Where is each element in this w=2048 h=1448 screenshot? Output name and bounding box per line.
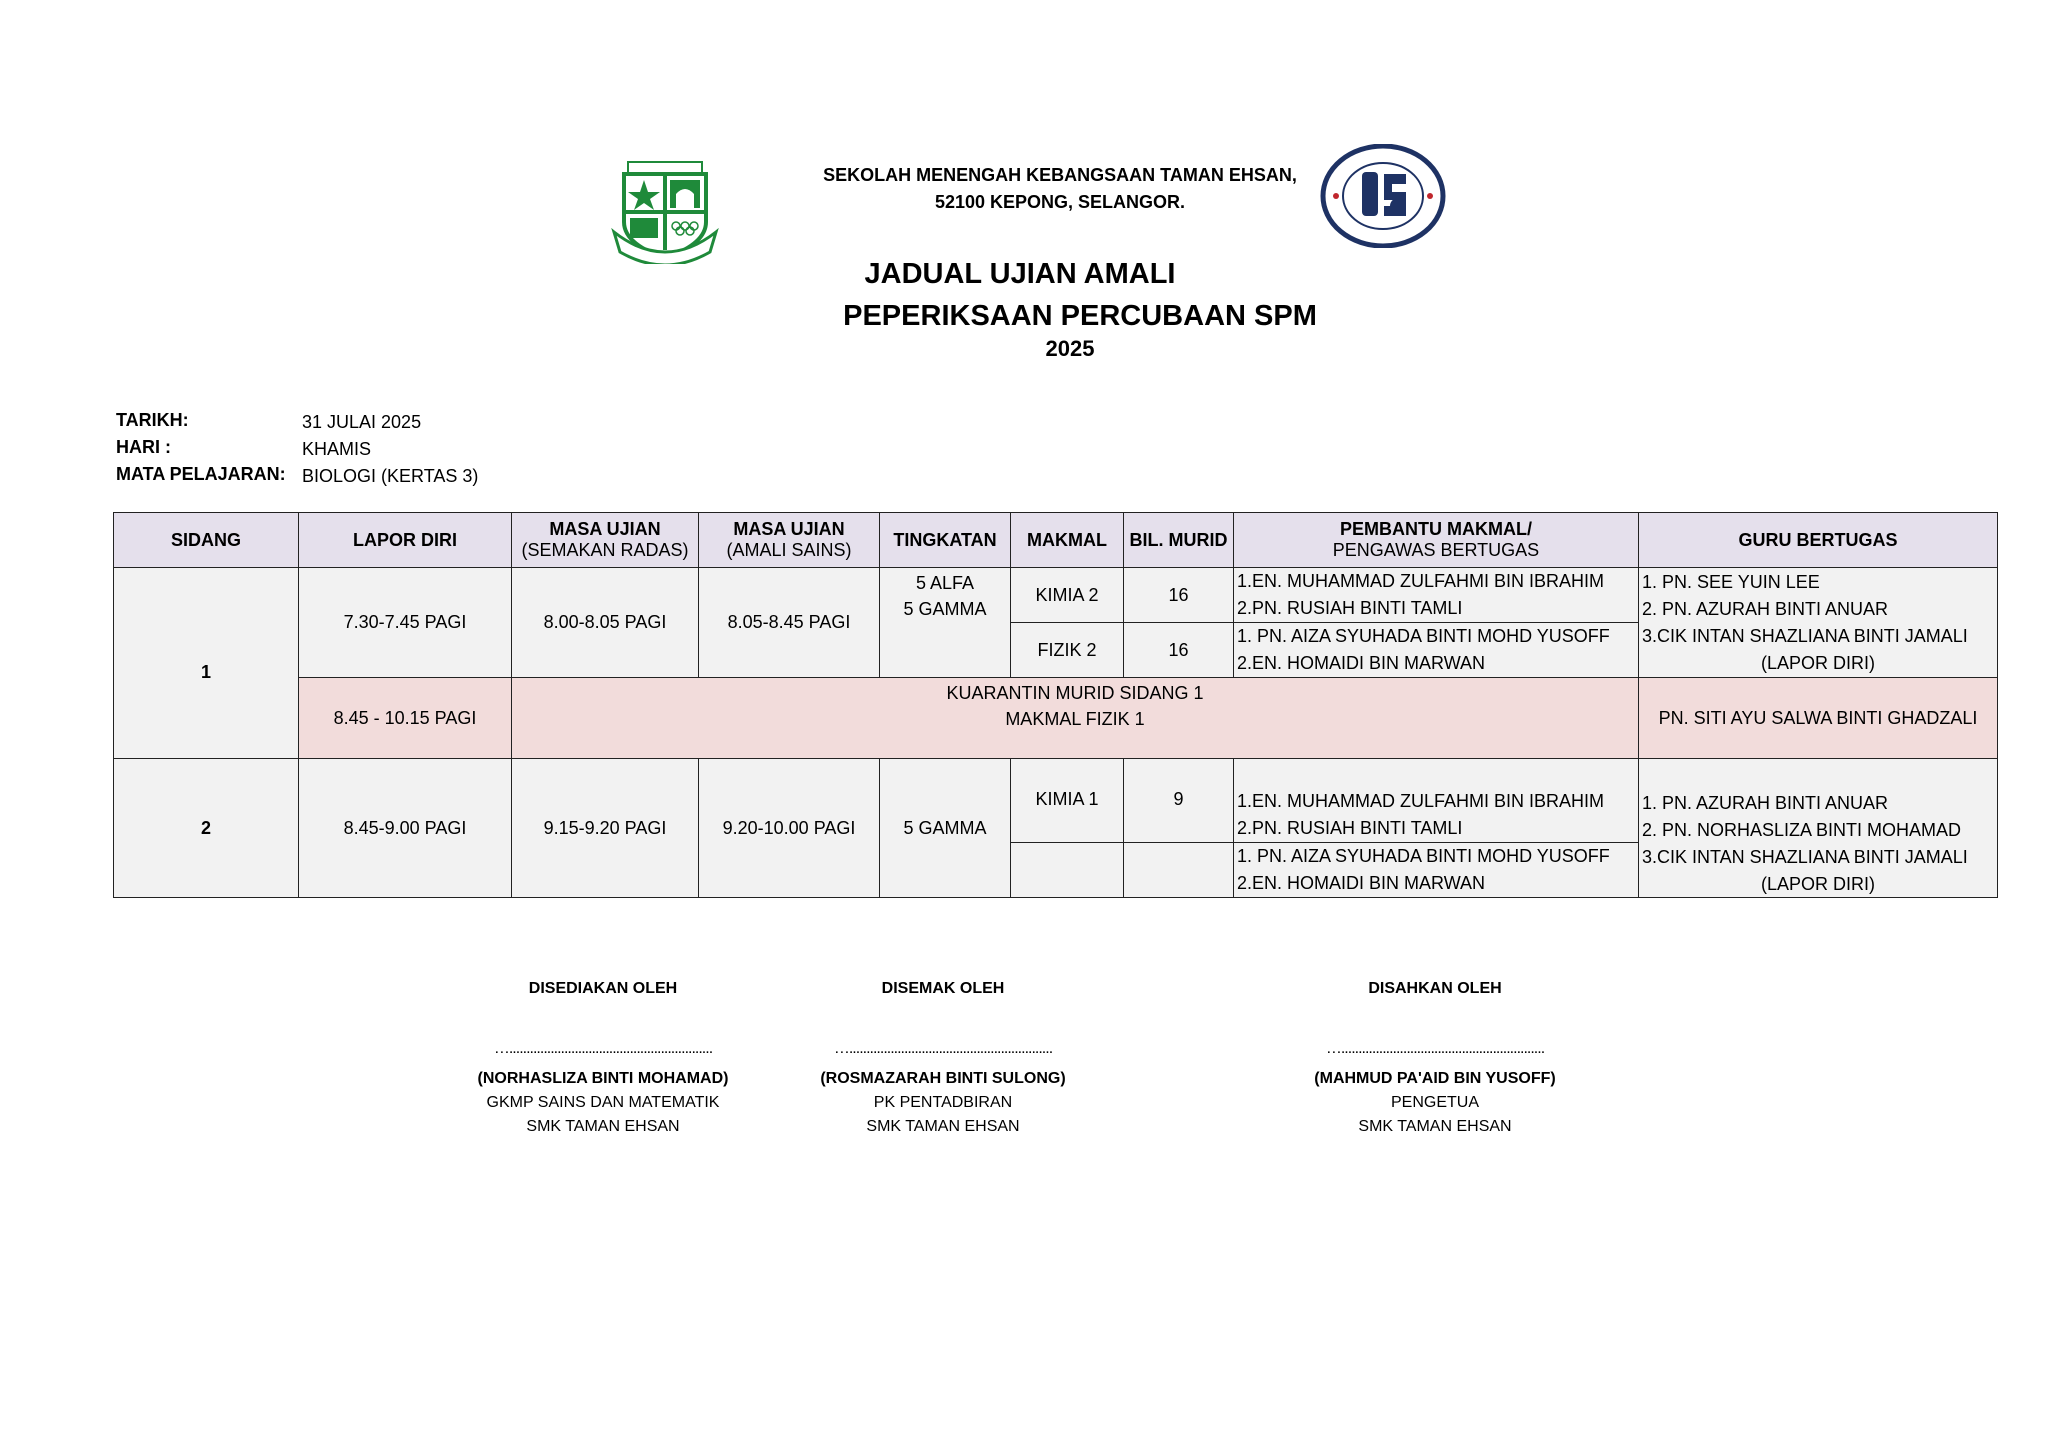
s1-guru-cell: 1. PN. SEE YUIN LEE 2. PN. AZURAH BINTI ANUAR 3.CIK INTAN SHAZLIANA BINTI JAMALI (LAPOR DIRI) — [1639, 568, 1998, 678]
header-sidang: SIDANG — [114, 513, 299, 568]
subject-label: MATA PELAJARAN: — [116, 464, 286, 484]
document-title: JADUAL UJIAN AMALI — [864, 258, 1176, 290]
signature-dotted-line: …........................................................... — [1325, 1040, 1545, 1057]
day-value: KHAMIS — [302, 439, 372, 459]
document-year: 2025 — [1045, 336, 1095, 361]
s2-masa-amali-cell: 9.20-10.00 PAGI — [699, 759, 880, 898]
header-tingkatan: TINGKATAN — [880, 513, 1011, 568]
signature-checked — [783, 980, 1103, 1136]
s1-masa-amali-cell: 8.05-8.45 PAGI — [699, 568, 880, 678]
s2-masa-semakan-cell: 9.15-9.20 PAGI — [512, 759, 699, 898]
signature-heading: DISAHKAN OLEH — [1368, 980, 1502, 997]
signature-position: GKMP SAINS DAN MATEMATIK — [486, 1094, 720, 1111]
header-makmal: MAKMAL — [1011, 513, 1124, 568]
schedule-table — [113, 512, 1998, 898]
table-row — [114, 568, 1998, 623]
table-header-row — [114, 513, 1998, 568]
sidang-1-cell: 1 — [114, 568, 299, 759]
date-value: 31 JULAI 2025 — [302, 412, 422, 432]
signature-position: PENGETUA — [1390, 1094, 1479, 1111]
s2-bil-kimia1: 9 — [1124, 759, 1234, 843]
signature-position: PK PENTADBIRAN — [873, 1094, 1013, 1111]
school-name — [780, 162, 1340, 216]
quarantine-time: 8.45 - 10.15 PAGI — [299, 678, 512, 759]
s1-masa-semakan-cell: 8.00-8.05 PAGI — [512, 568, 699, 678]
signature-school: SMK TAMAN EHSAN — [1358, 1118, 1512, 1135]
school-crest-logo — [610, 160, 720, 264]
date-label: TARIKH: — [116, 410, 189, 430]
signature-heading: DISEMAK OLEH — [881, 980, 1005, 997]
signature-dotted-line: …........................................................... — [833, 1040, 1053, 1057]
s1-tingkatan-cell: 5 ALFA 5 GAMMA — [880, 568, 1011, 678]
s2-guru-cell: 1. PN. AZURAH BINTI ANUAR 2. PN. NORHASLIZA BINTI MOHAMAD 3.CIK INTAN SHAZLIANA BINTI JAMALI (LAPOR DIRI) — [1639, 759, 1998, 898]
s2-pembantu-a: 1.EN. MUHAMMAD ZULFAHMI BIN IBRAHIM 2.PN. RUSIAH BINTI TAMLI — [1234, 759, 1639, 843]
signature-name: (MAHMUD PA'AID BIN YUSOFF) — [1314, 1070, 1556, 1087]
subject-value: BIOLOGI (KERTAS 3) — [302, 466, 479, 486]
quarantine-row — [114, 678, 1998, 759]
s2-lapor-cell: 8.45-9.00 PAGI — [299, 759, 512, 898]
quarantine-guru: PN. SITI AYU SALWA BINTI GHADZALI — [1639, 678, 1998, 759]
s2-lab-empty — [1011, 843, 1124, 898]
signature-name: (ROSMAZARAH BINTI SULONG) — [820, 1070, 1066, 1087]
s1-pembantu-a: 1.EN. MUHAMMAD ZULFAHMI BIN IBRAHIM 2.PN. RUSIAH BINTI TAMLI — [1234, 568, 1639, 623]
header-masa-amali: MASA UJIAN (AMALI SAINS) — [699, 513, 880, 568]
header-guru: GURU BERTUGAS — [1639, 513, 1998, 568]
signature-approved — [1275, 980, 1595, 1136]
signature-school: SMK TAMAN EHSAN — [526, 1118, 680, 1135]
header-masa-semakan: MASA UJIAN (SEMAKAN RADAS) — [512, 513, 699, 568]
signature-name: (NORHASLIZA BINTI MOHAMAD) — [477, 1070, 729, 1087]
s1-pembantu-b: 1. PN. AIZA SYUHADA BINTI MOHD YUSOFF 2.EN. HOMAIDI BIN MARWAN — [1234, 623, 1639, 678]
signature-prepared — [443, 980, 763, 1136]
s2-pembantu-b: 1. PN. AIZA SYUHADA BINTI MOHD YUSOFF 2.EN. HOMAIDI BIN MARWAN — [1234, 843, 1639, 898]
quarantine-info: KUARANTIN MURID SIDANG 1 MAKMAL FIZIK 1 — [512, 678, 1639, 759]
table-row — [114, 759, 1998, 843]
school-address-line: 52100 KEPONG, SELANGOR. — [934, 192, 1186, 212]
day-label: HARI : — [116, 437, 171, 457]
s1-lapor-cell: 7.30-7.45 PAGI — [299, 568, 512, 678]
s1-lab-kimia2: KIMIA 2 — [1011, 568, 1124, 623]
school-name-line1: SEKOLAH MENENGAH KEBANGSAAN TAMAN EHSAN, — [823, 165, 1297, 185]
s2-lab-kimia1: KIMIA 1 — [1011, 759, 1124, 843]
header-bil-murid: BIL. MURID — [1124, 513, 1234, 568]
sidang-2-cell: 2 — [114, 759, 299, 898]
s1-bil-fizik2: 16 — [1124, 623, 1234, 678]
s2-bil-empty — [1124, 843, 1234, 898]
s1-lab-fizik2: FIZIK 2 — [1011, 623, 1124, 678]
header-lapor-diri: LAPOR DIRI — [299, 513, 512, 568]
signature-heading: DISEDIAKAN OLEH — [528, 980, 678, 997]
s2-tingkatan-cell: 5 GAMMA — [880, 759, 1011, 898]
signature-dotted-line: …........................................................... — [493, 1040, 713, 1057]
header-pembantu: PEMBANTU MAKMAL/ PENGAWAS BERTUGAS — [1234, 513, 1639, 568]
s1-bil-kimia2: 16 — [1124, 568, 1234, 623]
document-subtitle: PEPERIKSAAN PERCUBAAN SPM — [843, 300, 1317, 332]
signature-school: SMK TAMAN EHSAN — [866, 1118, 1020, 1135]
